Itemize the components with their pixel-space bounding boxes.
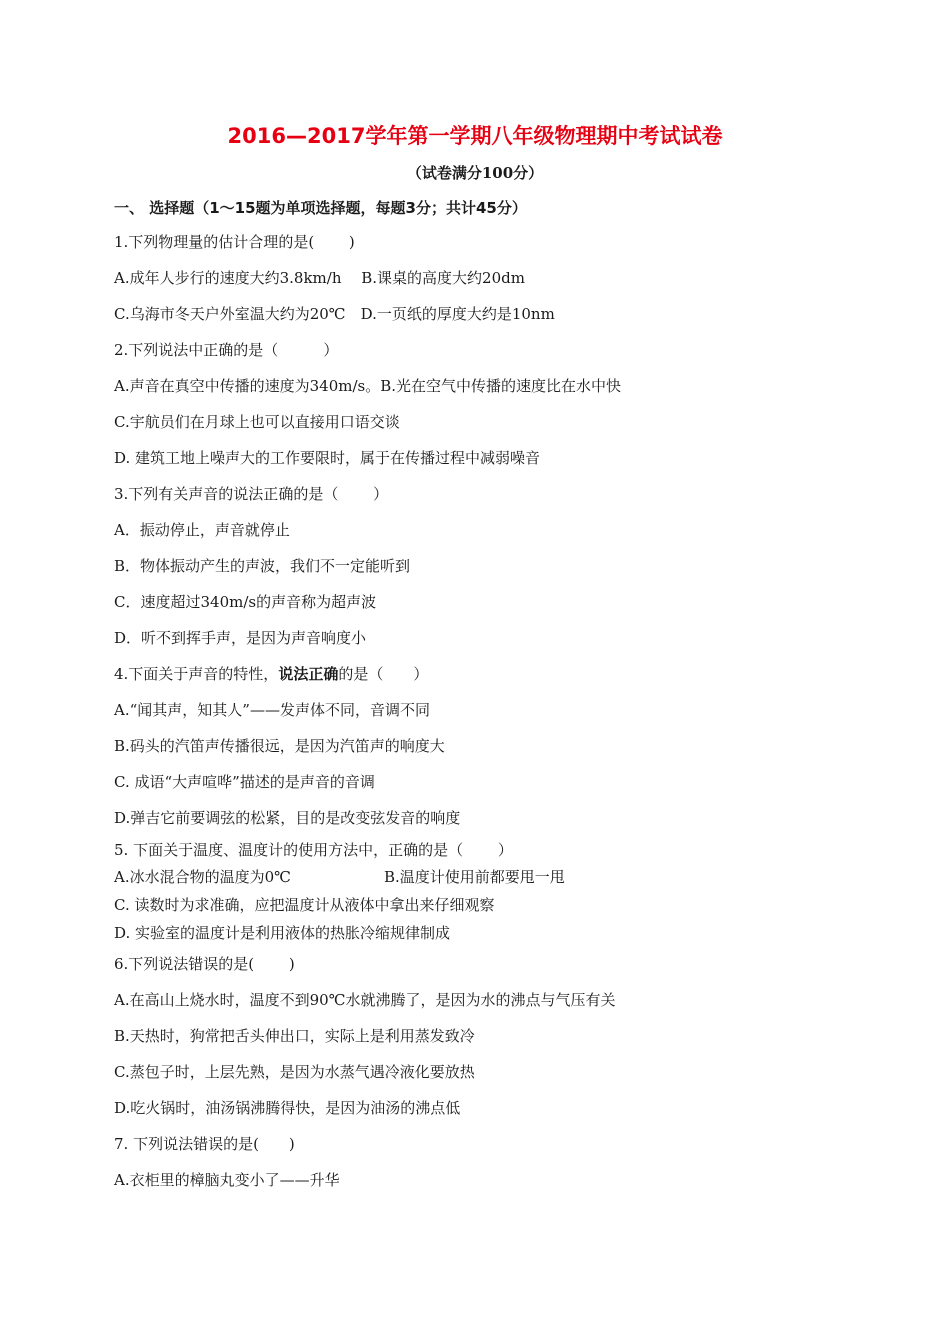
option-line: A.成年人步行的速度大约3.8km/h B.课桌的高度大约20dm bbox=[114, 269, 525, 287]
option-line: A.衣柜里的樟脑丸变小了——升华 bbox=[114, 1171, 340, 1189]
option-line: B.温度计使用前都要甩一甩 bbox=[384, 868, 565, 886]
option-line: D.吃火锅时，油汤锅沸腾得快，是因为油汤的沸点低 bbox=[114, 1099, 461, 1117]
option-line: D．听不到挥手声，是因为声音响度小 bbox=[114, 629, 367, 647]
option-line: D. 建筑工地上噪声大的工作要限时，属于在传播过程中减弱噪音 bbox=[114, 449, 541, 467]
option-line: C. 读数时为求准确，应把温度计从液体中拿出来仔细观察 bbox=[114, 896, 495, 914]
question-6: 6.下列说法错误的是( ) bbox=[114, 955, 295, 973]
question-3: 3.下列有关声音的说法正确的是（ ） bbox=[114, 485, 389, 503]
option-line: A.“闻其声，知其人”——发声体不同，音调不同 bbox=[114, 701, 430, 719]
option-line: D. 实验室的温度计是利用液体的热胀冷缩规律制成 bbox=[114, 924, 451, 942]
question-4-tail: 的是（ ） bbox=[338, 665, 429, 683]
question-4 bbox=[114, 664, 428, 684]
question-7: 7. 下列说法错误的是( ) bbox=[114, 1135, 295, 1153]
option-line: A.冰水混合物的温度为0℃ bbox=[114, 868, 291, 886]
question-1: 1.下列物理量的估计合理的是( ) bbox=[114, 233, 355, 251]
option-line: C. 成语“大声喧哗”描述的是声音的音调 bbox=[114, 773, 375, 791]
page-subtitle: （试卷满分100分） bbox=[406, 164, 544, 182]
section-heading: 一、 选择题（1～15题为单项选择题，每题3分；共计45分） bbox=[114, 199, 527, 217]
option-line: B.天热时，狗常把舌头伸出口，实际上是利用蒸发致冷 bbox=[114, 1027, 475, 1045]
page-title: 2016—2017学年第一学期八年级物理期中考试试卷 bbox=[227, 124, 723, 148]
option-line: C.蒸包子时，上层先熟，是因为水蒸气遇冷液化要放热 bbox=[114, 1063, 475, 1081]
question-5: 5. 下面关于温度、温度计的使用方法中，正确的是（ ） bbox=[114, 841, 513, 859]
option-line: A.在高山上烧水时，温度不到90℃水就沸腾了，是因为水的沸点与气压有关 bbox=[114, 991, 616, 1009]
question-4-emphasis: 说法正确 bbox=[278, 665, 339, 683]
option-line: C.宇航员们在月球上也可以直接用口语交谈 bbox=[114, 413, 400, 431]
option-line: B．物体振动产生的声波，我们不一定能听到 bbox=[114, 557, 411, 575]
option-line: A.声音在真空中传播的速度为340m/s。B.光在空气中传播的速度比在水中快 bbox=[114, 377, 622, 395]
option-line: C.乌海市冬天户外室温大约为20℃ D.一页纸的厚度大约是10nm bbox=[114, 305, 555, 323]
option-line: D.弹吉它前要调弦的松紧，目的是改变弦发音的响度 bbox=[114, 809, 461, 827]
question-4-text: 4.下面关于声音的特性， bbox=[114, 665, 279, 683]
option-line: C．速度超过340m/s的声音称为超声波 bbox=[114, 593, 377, 611]
option-line: B.码头的汽笛声传播很远，是因为汽笛声的响度大 bbox=[114, 737, 445, 755]
question-2: 2.下列说法中正确的是（ ） bbox=[114, 341, 339, 359]
option-line: A．振动停止，声音就停止 bbox=[114, 521, 290, 539]
